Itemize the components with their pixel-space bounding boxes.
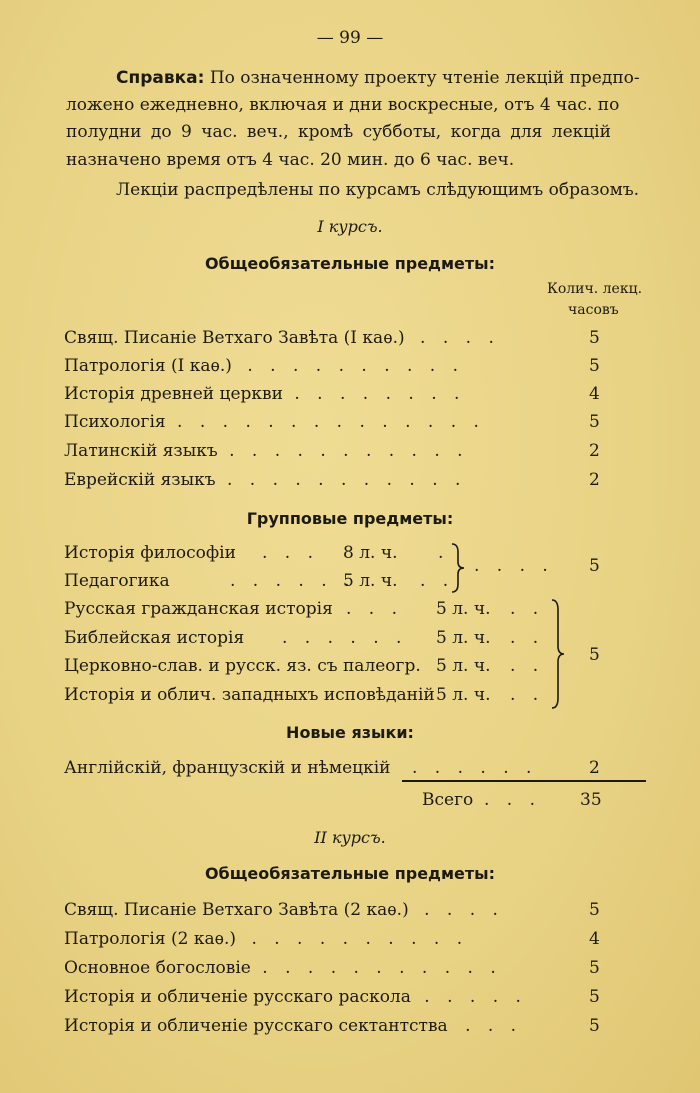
leader-dots: . . . . . . . . . . . . . . <box>177 412 485 432</box>
page-number: — 99 — <box>316 28 384 48</box>
hours-value: 2 <box>589 441 600 461</box>
subject-name: Патрологія (I каѳ.) <box>64 356 232 376</box>
note-first-line <box>116 68 640 88</box>
leader-dots: . . <box>510 628 545 648</box>
subject-name: Исторія древней церкви <box>64 384 283 404</box>
leader-dots: . . . <box>262 543 320 563</box>
leader-dots: . . . . . . <box>282 628 408 648</box>
subject-name: Исторія и облич. западныхъ исповѣданій <box>64 685 435 705</box>
hours-value: 5 л. ч. <box>436 656 491 676</box>
course-2-required-heading: Общеобязательные предметы: <box>204 864 496 883</box>
table-row <box>64 384 465 404</box>
hours-value: 5 <box>589 412 600 432</box>
table-row <box>64 1016 522 1036</box>
table-row <box>64 441 469 461</box>
leader-dots: . . . . . . . . . . . <box>229 441 469 461</box>
subject-name: Свящ. Писаніе Ветхаго Завѣта (2 каѳ.) <box>64 900 409 920</box>
hours-value: 8 л. ч. <box>343 543 398 563</box>
leader-dots: . . . <box>346 599 404 619</box>
leader-dots: . . . <box>484 790 542 810</box>
subject-name: Англійскій, французскій и нѣмецкій <box>64 758 391 778</box>
course-1-group-heading: Групповые предметы: <box>246 509 454 528</box>
hours-value: 5 <box>589 1016 600 1036</box>
note-line-1: По означенному проекту чтеніе лекцій предпо- <box>209 68 640 88</box>
subject-name: Исторія и обличеніе русскаго раскола <box>64 987 411 1007</box>
course-1-title: I курсъ. <box>317 217 383 236</box>
leader-dots: . . . . . . . . . . <box>247 356 465 376</box>
course-1-lang-heading: Новые языки: <box>286 723 414 742</box>
table-row <box>64 900 504 920</box>
hours-value: 4 <box>589 384 600 404</box>
subject-name: Русская гражданская исторія <box>64 599 333 619</box>
leader-dots: . . . . . . <box>230 571 356 591</box>
leader-dots: . . . . . . . . . . . <box>262 958 502 978</box>
brace-icon <box>548 598 568 710</box>
subject-name: Еврейскій языкъ <box>64 470 216 490</box>
table-row <box>64 571 170 591</box>
column-header-hours: часовъ <box>568 302 619 318</box>
subject-name: Патрологія (2 каѳ.) <box>64 929 237 949</box>
hours-value: 5 <box>589 987 600 1007</box>
course-1-required-heading: Общеобязательные предметы: <box>204 254 496 273</box>
subject-name: Библейская исторія <box>64 628 245 648</box>
table-row <box>64 470 466 490</box>
note-label: Справка: <box>116 68 205 88</box>
brace-icon <box>448 542 468 594</box>
leader-dots: . . <box>510 599 545 619</box>
leader-dots: . . . . <box>474 556 554 576</box>
subject-name: Педагогика <box>64 571 170 591</box>
course-2-title: II курсъ. <box>314 828 386 847</box>
note-line-3: полудни до 9 час. веч., кромѣ субботы, когда для лекцій <box>66 122 611 142</box>
subject-name: Церковно-слав. и русск. яз. съ палеогр. <box>64 656 421 676</box>
table-row <box>64 356 464 376</box>
column-header-count: Колич. лекц. <box>547 281 643 297</box>
table-row <box>64 328 500 348</box>
leader-dots: . . . . . . . . . . . <box>226 470 467 490</box>
hours-value: 5 л. ч. <box>436 599 491 619</box>
hours-value: 5 <box>589 556 600 576</box>
leader-dots: . <box>438 543 450 563</box>
hours-value: 5 л. ч. <box>436 685 491 705</box>
table-row <box>64 758 391 778</box>
total-label: Всего <box>422 790 474 810</box>
hours-value: 2 <box>589 470 600 490</box>
note-line-4: назначено время отъ 4 час. 20 мин. до 6 час. веч. <box>66 150 515 170</box>
table-row <box>64 628 244 648</box>
hours-value: 5 <box>589 328 600 348</box>
hours-value: 5 <box>589 958 600 978</box>
subject-name: Психологія <box>64 412 166 432</box>
leader-dots: . . <box>510 656 545 676</box>
note-intro: Лекціи распредѣлены по курсамъ слѣдующимъ образомъ. <box>116 180 640 200</box>
table-row <box>64 685 435 705</box>
subject-name: Латинскій языкъ <box>64 441 218 461</box>
table-row <box>64 656 421 676</box>
subject-name: Основное богословіе <box>64 958 251 978</box>
hours-value: 2 <box>589 758 600 778</box>
table-row <box>64 412 485 432</box>
total-value: 35 <box>580 790 602 810</box>
hours-value: 4 <box>589 929 600 949</box>
leader-dots: . . . . <box>424 900 504 920</box>
note-line-2: ложено ежедневно, включая и дни воскресные, отъ 4 час. по <box>66 95 620 115</box>
leader-dots: . . . . . . . . <box>294 384 466 404</box>
leader-dots: . . . . . . <box>412 758 538 778</box>
hours-value: 5 <box>589 900 600 920</box>
leader-dots: . . <box>510 685 545 705</box>
subject-name: Исторія и обличеніе русскаго сектантства <box>64 1016 448 1036</box>
leader-dots: . . . <box>465 1016 523 1036</box>
table-row <box>64 929 468 949</box>
leader-dots: . . . . <box>420 328 500 348</box>
table-row <box>64 599 333 619</box>
leader-dots: . . . . . . . . . . <box>251 929 469 949</box>
subject-name: Свящ. Писаніе Ветхаго Завѣта (I каѳ.) <box>64 328 405 348</box>
hours-value: 5 л. ч. <box>436 628 491 648</box>
hours-value: 5 л. ч. <box>343 571 398 591</box>
table-row <box>64 987 527 1007</box>
subject-name: Исторія философіи <box>64 543 236 563</box>
table-row <box>64 543 236 563</box>
total-rule <box>402 780 646 782</box>
leader-dots: . . <box>420 571 455 591</box>
leader-dots: . . . . . <box>424 987 527 1007</box>
hours-value: 5 <box>589 356 600 376</box>
table-row <box>64 958 502 978</box>
hours-value: 5 <box>589 645 600 665</box>
